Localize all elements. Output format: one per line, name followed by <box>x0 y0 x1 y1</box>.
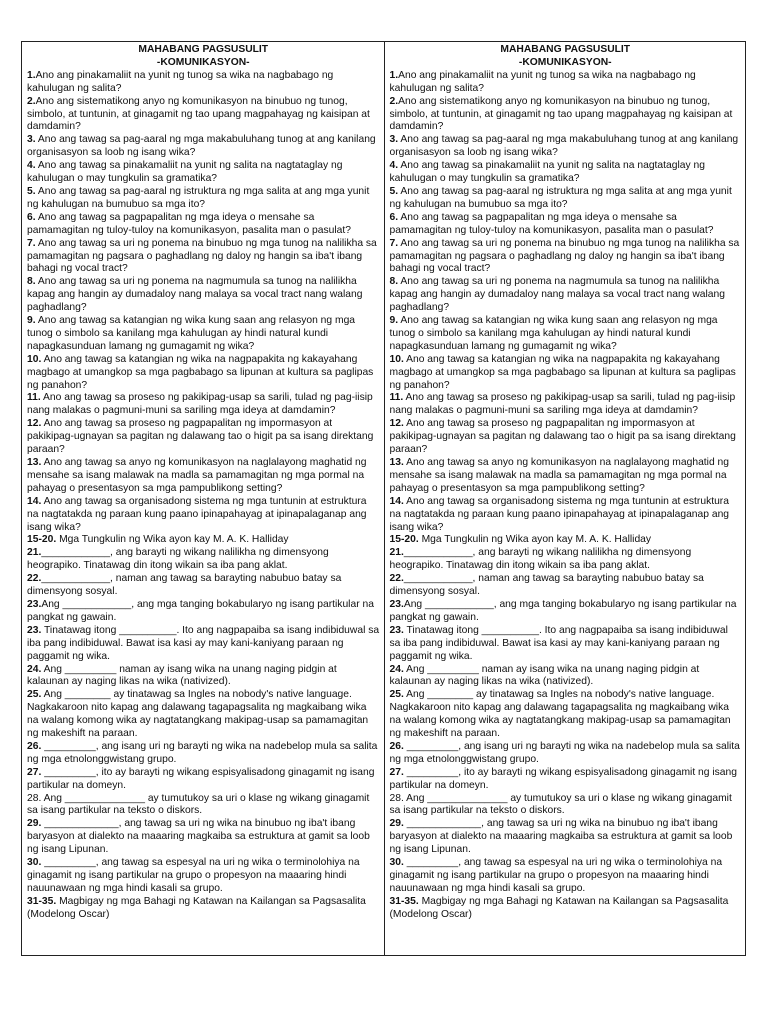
question-text: Tinatawag itong __________. Ito ang nagpapaiba sa isang indibiduwal sa iba pang indibiduwal. Bawat isa kasi ay may kani-kaniyang paraan ng paggamit ng wika. <box>27 624 380 662</box>
question-item <box>390 547 742 573</box>
question-number: 23. <box>27 624 42 636</box>
question-text: Ano ang pinakamaliit na yunit ng tunog sa wika na nagbabago ng kahulugan ng salita? <box>389 69 696 94</box>
question-number: 22. <box>27 573 42 585</box>
question-number: 1. <box>389 69 399 81</box>
question-item <box>27 625 380 664</box>
question-text: Ano ang tawag sa uri ng ponema na binubuo ng mga tunog na nalilikha sa pamamagitan ng pagsara o paghadlang ng daloy ng hangin sa iba't ibang bahagi ng vocal tract? <box>27 237 377 275</box>
question-text: _____________, ang tawag sa uri ng wika na binubuo ng iba't ibang baryasyon at dialekto na maaaring magkaiba sa estruktura at gamit sa loob ng isang Lipunan. <box>389 818 733 856</box>
question-number: 25. <box>389 689 404 701</box>
question-number: 11. <box>389 392 404 404</box>
question-item <box>27 315 380 354</box>
exam-column-left <box>22 42 384 955</box>
question-item <box>27 534 380 547</box>
question-number: 22. <box>389 573 404 585</box>
question-item <box>390 573 742 599</box>
question-text: Magbigay ng mga Bahagi ng Katawan na Kailangan sa Pagsasalita (Modelong Oscar) <box>27 895 366 920</box>
question-number: 7. <box>27 237 36 249</box>
question-number: 21. <box>389 547 404 559</box>
question-text: Ano ang tawag sa proseso ng pagpapalitan ng impormasyon at pakikipag-ugnayan sa pagitan ng dalawang tao o higit pa sa isang direktang paraan? <box>389 418 736 456</box>
question-item <box>390 599 742 625</box>
question-list <box>390 70 742 922</box>
question-item <box>390 664 742 690</box>
question-item <box>390 212 742 238</box>
question-item <box>27 134 380 160</box>
question-number: 29. <box>27 818 42 830</box>
question-text: ____________, ang barayti ng wikang nalilikha ng dimensyong heograpiko. Tinatawag din itong wikain sa iba pang aklat. <box>389 547 692 572</box>
question-item <box>390 818 742 857</box>
question-text: ____________, naman ang tawag sa barayting nabubuo batay sa dimensyong sosyal. <box>389 573 704 598</box>
question-item <box>390 315 742 354</box>
exam-sheet <box>21 41 746 956</box>
question-number: 1. <box>27 69 36 81</box>
question-item <box>27 547 380 573</box>
question-item <box>27 238 380 277</box>
question-text: Ano ang tawag sa pinakamaliit na yunit ng salita na nagtataglay ng kahulugan o may tungkulin sa gramatika? <box>389 160 705 185</box>
question-text: Ano ang pinakamaliit na yunit ng tunog sa wika na nagbabago ng kahulugan ng salita? <box>27 69 334 94</box>
question-item <box>390 160 742 186</box>
question-item <box>390 689 742 741</box>
question-number: 15-20. <box>389 534 419 546</box>
question-number: 24. <box>389 663 404 675</box>
question-number: 11. <box>27 392 41 404</box>
question-number: 14. <box>389 495 404 507</box>
question-number: 30. <box>389 857 404 869</box>
question-item <box>390 418 742 457</box>
question-text: Ang ________ ay tinatawag sa Ingles na nobody's native language. Nagkakaroon nito kapag ang dalawang tagapagsalita ng magkaibang wika na walang komong wika ay nagtatangkang makipag-usap sa pamamagitan ng makeshift na paraan. <box>389 689 731 740</box>
question-item <box>27 186 380 212</box>
question-item <box>390 496 742 535</box>
question-text: _________, ito ay barayti ng wikang espisyalisadong ginagamit ng isang partikular na domeyn. <box>27 766 375 791</box>
question-text: Ano ang tawag sa pag-aaral ng mga makabuluhang tunog at ang kanilang organisasyon sa loob ng isang wika? <box>27 134 376 159</box>
question-text: 28. Ang ______________ ay tumutukoy sa uri o klase ng wikang ginagamit sa isang partikular na teksto o diskors. <box>389 792 732 817</box>
question-text: Ano ang tawag sa uri ng ponema na nagmumula sa tunog na nalilikha kapag ang hangin ay dumadaloy nang malaya sa vocal tract nang walang paghadlang? <box>389 276 725 314</box>
question-text: Ano ang tawag sa proseso ng pakikipag-usap sa sarili, tulad ng pag-iisip nang malakas o pagmuni-muni sa sariling mga ideya at damdamin? <box>389 392 736 417</box>
question-text: _________, ito ay barayti ng wikang espisyalisadong ginagamit ng isang partikular na domeyn. <box>389 766 737 791</box>
question-item <box>27 96 380 135</box>
exam-title: MAHABANG PAGSUSULIT <box>138 44 269 55</box>
question-text: Ano ang tawag sa proseso ng pakikipag-usap sa sarili, tulad ng pag-iisip nang malakas o pagmuni-muni sa sariling mga ideya at damdamin? <box>27 392 373 417</box>
question-number: 2. <box>389 95 399 107</box>
question-number: 4. <box>27 160 36 172</box>
question-item <box>27 496 380 535</box>
question-item <box>390 793 742 819</box>
question-text: Ano ang tawag sa organisadong sistema ng mga tuntunin at estruktura na nagtatakda ng paraan kung paano ipinapahayag at ipinapalaganap ang isang wika? <box>27 495 367 533</box>
question-text: Ano ang tawag sa pagpapalitan ng mga ideya o mensahe sa pamamagitan ng tuloy-tuloy na komunikasyon, pasalita man o pasulat? <box>389 211 714 236</box>
question-text: Ano ang tawag sa uri ng ponema na nagmumula sa tunog na nalilikha kapag ang hangin ay dumadaloy nang malaya sa vocal tract nang walang paghadlang? <box>27 276 363 314</box>
question-item <box>390 767 742 793</box>
question-number: 5. <box>389 185 399 197</box>
question-text: Ano ang tawag sa pinakamaliit na yunit ng salita na nagtataglay ng kahulugan o may tungkulin sa gramatika? <box>27 160 343 185</box>
question-text: Ano ang tawag sa katangian ng wika na nagpapakita ng kakayahang magbago at umangkop sa mga pagbabago sa lipunan at kultura sa paglipas ng panahon? <box>389 353 736 391</box>
question-number: 29. <box>389 818 404 830</box>
question-text: Ano ang tawag sa pag-aaral ng istruktura ng mga salita at ang mga yunit ng kahulugan na bumubuo sa mga ito? <box>27 185 370 210</box>
question-number: 3. <box>27 134 36 146</box>
question-number: 10. <box>27 353 42 365</box>
question-text: Ano ang tawag sa katangian ng wika kung saan ang relasyon ng mga tunog o simbolo sa kanilang mga kahulugan ay hindi natural kundi napagkasunduan lamang ng gumagamit ng wika? <box>27 315 356 352</box>
question-number: 8. <box>389 276 399 288</box>
question-item <box>27 354 380 393</box>
question-number: 25. <box>27 689 42 701</box>
question-number: 3. <box>389 134 399 146</box>
question-number: 10. <box>389 353 404 365</box>
question-item <box>390 457 742 496</box>
question-number: 14. <box>27 495 42 507</box>
question-number: 31-35. <box>389 895 419 907</box>
question-text: _________, ang tawag sa espesyal na uri ng wika o terminolohiya na ginagamit ng isang partikular na grupo o propesyon na maaaring hindi nauunawaan ng mga hindi kasali sa grupo. <box>389 857 723 894</box>
question-item <box>27 70 380 96</box>
exam-title: MAHABANG PAGSUSULIT <box>500 44 631 55</box>
question-number: 7. <box>389 237 399 249</box>
question-number: 12. <box>389 418 404 430</box>
question-number: 24. <box>27 663 42 675</box>
question-number: 26. <box>389 740 404 752</box>
question-item <box>27 392 380 418</box>
question-text: Ano ang tawag sa proseso ng pagpapalitan ng impormasyon at pakikipag-ugnayan sa pagitan ng dalawang tao o higit pa sa isang direktang paraan? <box>27 418 374 456</box>
question-text: _________, ang tawag sa espesyal na uri ng wika o terminolohiya na ginagamit ng isang partikular na grupo o propesyon na maaaring hindi nauunawaan ng mga hindi kasali sa grupo. <box>27 857 360 894</box>
question-text: Ano ang tawag sa anyo ng komunikasyon na naglalayong maghatid ng mensahe sa isang malawak na madla sa pamamagitan ng mga pormal na pahayag o presentasyon sa mga pampublikong setting? <box>389 457 729 494</box>
question-number: 13. <box>27 457 42 468</box>
question-item <box>390 392 742 418</box>
question-text: Ano ang sistematikong anyo ng komunikasyon na binubuo ng tunog, simbolo, at tuntunin, at ginagamit ng tao upang magpahayag ng kaisipan at damdamin? <box>389 95 733 133</box>
question-number: 2. <box>27 95 36 107</box>
question-number: 13. <box>389 457 404 468</box>
question-text: Ano ang tawag sa katangian ng wika na nagpapakita ng kakayahang magbago at umangkop sa mga pagbabago sa lipunan at kultura sa paglipas ng panahon? <box>27 353 374 391</box>
question-item <box>390 134 742 160</box>
question-text: Ano ang tawag sa organisadong sistema ng mga tuntunin at estruktura na nagtatakda ng paraan kung paano ipinapahayag at ipinapalaganap ang isang wika? <box>389 495 730 533</box>
question-text: Ano ang tawag sa katangian ng wika kung saan ang relasyon ng mga tunog o simbolo sa kanilang mga kahulugan ay hindi natural kundi napagkasunduan lamang ng gumagamit ng wika? <box>389 315 718 352</box>
question-text: Ang ____________, ang mga tanging bokabularyo ng isang partikular na pangkat ng gawain. <box>27 598 374 623</box>
exam-subtitle: -KOMUNIKASYON- <box>518 56 612 68</box>
question-text: _________, ang isang uri ng barayti ng wika na nadebelop mula sa salita ng mga etnolonggwistang grupo. <box>27 740 378 765</box>
question-text: Ano ang sistematikong anyo ng komunikasyon na binubuo ng tunog, simbolo, at tuntunin, at ginagamit ng tao upang magpahayag ng kaisipan at damdamin? <box>27 95 370 133</box>
question-item <box>390 276 742 315</box>
question-number: 6. <box>27 211 36 223</box>
question-list <box>27 70 380 922</box>
question-number: 8. <box>27 276 36 288</box>
question-number: 27. <box>27 766 42 778</box>
question-item <box>27 767 380 793</box>
exam-subtitle: -KOMUNIKASYON- <box>156 56 250 68</box>
question-number: 27. <box>389 766 404 778</box>
question-item <box>27 818 380 857</box>
question-item <box>27 741 380 767</box>
question-text: Ano ang tawag sa pag-aaral ng mga makabuluhang tunog at ang kanilang organisasyon sa loob ng isang wika? <box>389 134 739 159</box>
question-item <box>27 276 380 315</box>
question-text: Ano ang tawag sa uri ng ponema na binubuo ng mga tunog na nalilikha sa pamamagitan ng pagsara o paghadlang ng daloy ng hangin sa iba't ibang bahagi ng vocal tract? <box>389 237 740 275</box>
question-item <box>27 212 380 238</box>
question-item <box>390 857 742 896</box>
question-item <box>27 573 380 599</box>
question-item <box>390 70 742 96</box>
question-number: 4. <box>389 160 399 172</box>
question-text: Ang _________ naman ay isang wika na unang naging pidgin at kalaunan ay naging likas na wika (nativized). <box>27 663 337 688</box>
question-item <box>390 238 742 277</box>
question-text: Ano ang tawag sa pagpapalitan ng mga ideya o mensahe sa pamamagitan ng tuloy-tuloy na komunikasyon, pasalita man o pasulat? <box>27 211 351 236</box>
question-number: 21. <box>27 547 42 559</box>
question-text: ____________, naman ang tawag sa barayting nabubuo batay sa dimensyong sosyal. <box>27 573 342 598</box>
question-number: 26. <box>27 740 42 752</box>
question-item <box>27 160 380 186</box>
question-number: 9. <box>27 315 36 327</box>
question-number: 6. <box>389 211 399 223</box>
question-number: 23. <box>389 624 404 636</box>
question-item <box>390 625 742 664</box>
question-item <box>27 664 380 690</box>
question-number: 23. <box>27 598 42 610</box>
question-number: 9. <box>389 315 399 327</box>
question-item <box>27 689 380 741</box>
question-text: _____________, ang tawag sa uri ng wika na binubuo ng iba't ibang baryasyon at dialekto na maaaring magkaiba sa estruktura at gamit sa loob ng isang Lipunan. <box>27 818 370 856</box>
question-text: Tinatawag itong __________. Ito ang nagpapaiba sa isang indibiduwal sa iba pang indibiduwal. Bawat isa kasi ay may kani-kaniyang paraan ng paggamit ng wika. <box>389 624 728 662</box>
question-item <box>390 741 742 767</box>
question-text: Ang _________ naman ay isang wika na unang naging pidgin at kalaunan ay naging likas na wika (nativized). <box>389 663 700 688</box>
question-item <box>27 896 380 922</box>
question-number: 15-20. <box>27 534 57 546</box>
question-item <box>390 896 742 922</box>
question-text: Mga Tungkulin ng Wika ayon kay M. A. K. Halliday <box>56 534 289 546</box>
question-number: 23. <box>389 598 404 610</box>
question-text: Ang ____________, ang mga tanging bokabularyo ng isang partikular na pangkat ng gawain. <box>389 598 737 623</box>
question-item <box>27 599 380 625</box>
question-item <box>27 857 380 896</box>
question-item <box>390 96 742 135</box>
question-text: Ano ang tawag sa anyo ng komunikasyon na naglalayong maghatid ng mensahe sa isang malawak na madla sa pamamagitan ng mga pormal na pahayag o presentasyon sa mga pampublikong setting? <box>27 457 367 494</box>
question-item <box>27 418 380 457</box>
question-text: 28. Ang ______________ ay tumutukoy sa uri o klase ng wikang ginagamit sa isang partikular na teksto o diskors. <box>27 792 370 817</box>
question-number: 30. <box>27 857 42 869</box>
question-item <box>390 534 742 547</box>
exam-column-right <box>384 42 746 955</box>
question-text: Ang ________ ay tinatawag sa Ingles na nobody's native language. Nagkakaroon nito kapag ang dalawang tagapagsalita ng magkaibang wika na walang komong wika ay nagtatangkang makipag-usap sa pamamagitan ng makeshift na paraan. <box>27 689 369 740</box>
question-item <box>27 793 380 819</box>
question-number: 5. <box>27 185 36 197</box>
question-item <box>390 354 742 393</box>
question-text: Magbigay ng mga Bahagi ng Katawan na Kailangan sa Pagsasalita (Modelong Oscar) <box>389 895 729 920</box>
question-text: _________, ang isang uri ng barayti ng wika na nadebelop mula sa salita ng mga etnolonggwistang grupo. <box>389 740 740 765</box>
question-item <box>27 457 380 496</box>
question-item <box>390 186 742 212</box>
question-number: 31-35. <box>27 895 57 907</box>
question-text: Ano ang tawag sa pag-aaral ng istruktura ng mga salita at ang mga yunit ng kahulugan na bumubuo sa mga ito? <box>389 185 732 210</box>
question-text: Mga Tungkulin ng Wika ayon kay M. A. K. Halliday <box>418 534 652 546</box>
question-text: ____________, ang barayti ng wikang nalilikha ng dimensyong heograpiko. Tinatawag din itong wikain sa iba pang aklat. <box>27 547 329 572</box>
question-number: 12. <box>27 418 42 430</box>
